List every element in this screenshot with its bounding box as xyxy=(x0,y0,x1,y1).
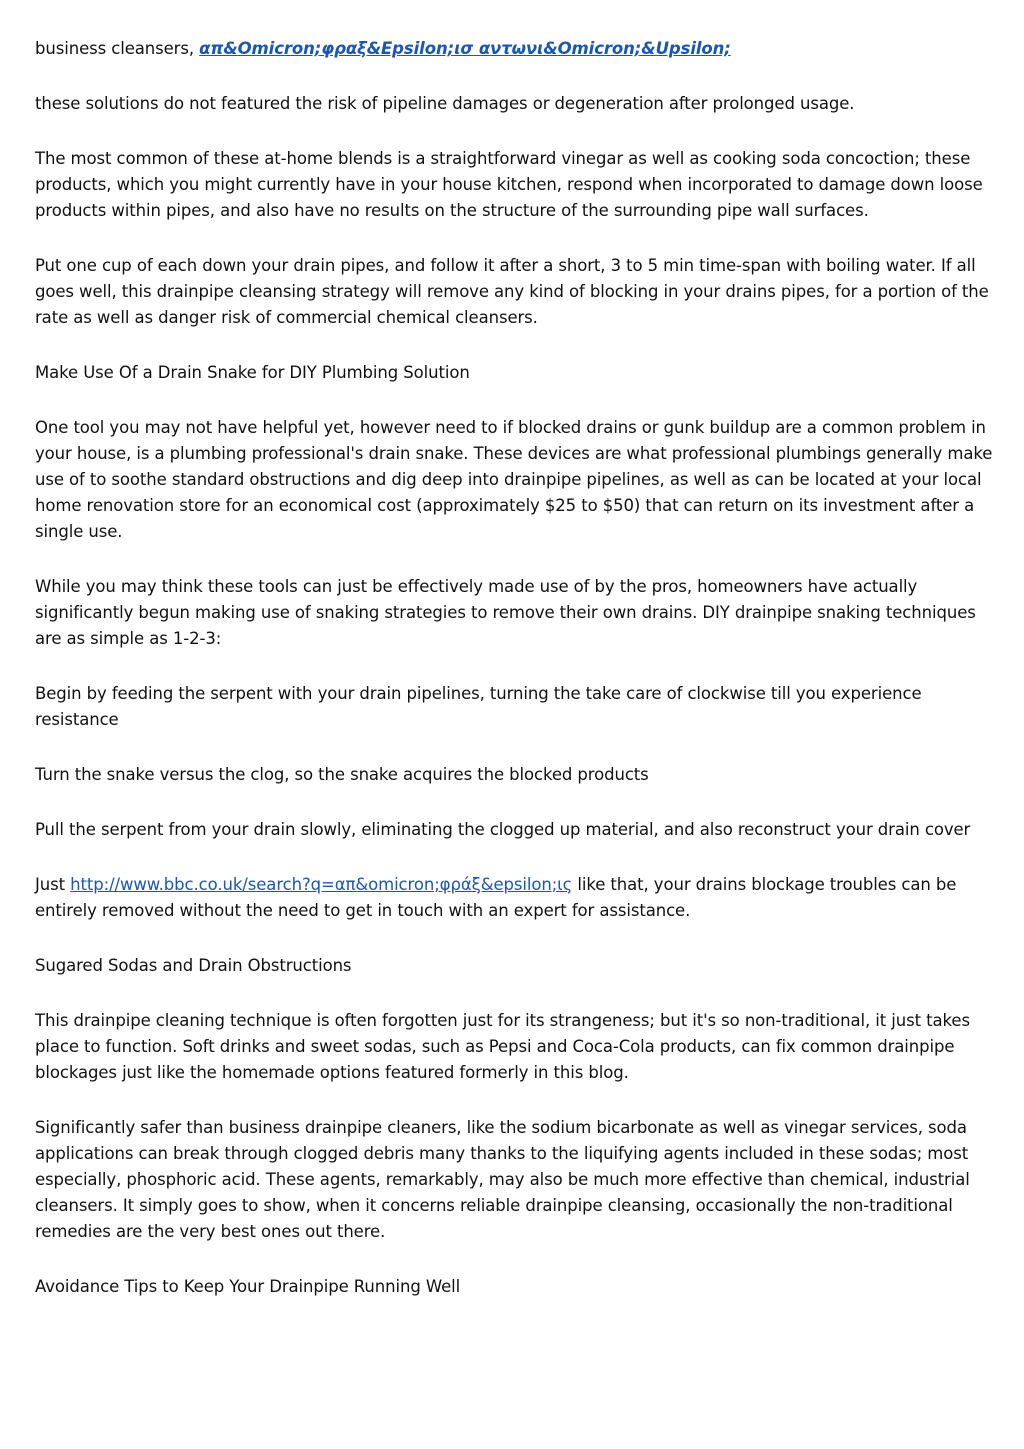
bbc-search-link[interactable]: http://www.bbc.co.uk/search?q=απ&omicron;φράξ&epsilon;ις xyxy=(70,875,573,894)
paragraph-2: these solutions do not featured the risk of pipeline damages or degeneration after prolonged usage. xyxy=(35,94,855,113)
step-3: Pull the serpent from your drain slowly, eliminating the clogged up material, and also reconstruct your drain cover xyxy=(35,820,971,839)
greek-keyword-link[interactable]: απ&Omicron;φραξ&Epsilon;ισ αντωνι&Omicron;&Upsilon; xyxy=(199,39,731,58)
step-2: Turn the snake versus the clog, so the snake acquires the blocked products xyxy=(35,765,649,784)
paragraph-11-before: Just xyxy=(35,875,71,894)
paragraph-3: The most common of these at-home blends is a straightforward vinegar as well as cooking soda concoction; these products, which you might currently have in your house kitchen, respond when incorporated to damage down loose products within pipes, and also have no results on the structure of the surrounding pipe wall surfaces. xyxy=(35,149,983,220)
paragraph-1-text: business cleansers, xyxy=(35,39,200,58)
paragraph-7: While you may think these tools can just be effectively made use of by the pros, homeowners have actually significantly begun making use of snaking strategies to remove their own drains. DIY drainpipe snaking techniques are as simple as 1-2-3: xyxy=(35,577,976,648)
paragraph-11 xyxy=(35,872,995,924)
section-heading-drain-snake: Make Use Of a Drain Snake for DIY Plumbing Solution xyxy=(35,363,470,382)
document-page xyxy=(35,36,995,1329)
paragraph-4: Put one cup of each down your drain pipes, and follow it after a short, 3 to 5 min time-span with boiling water. If all goes well, this drainpipe cleansing strategy will remove any kind of blocking in your drains pipes, for a portion of the rate as well as danger risk of commercial chemical cleansers. xyxy=(35,256,989,327)
paragraph-6: One tool you may not have helpful yet, however need to if blocked drains or gunk buildup are a common problem in your house, is a plumbing professional's drain snake. These devices are what professional plumbings generally make use of to soothe standard obstructions and dig deep into drainpipe pipelines, as well as can be located at your local home renovation store for an economical cost (approximately $25 to $50) that can return on its investment after a single use. xyxy=(35,418,993,541)
section-heading-avoidance: Avoidance Tips to Keep Your Drainpipe Running Well xyxy=(35,1277,461,1296)
section-heading-sodas: Sugared Sodas and Drain Obstructions xyxy=(35,956,352,975)
paragraph-11-after: like that, your drains blockage troubles can be entirely removed without the need to get in touch with an expert for assistance. xyxy=(35,875,957,920)
paragraph-14: Significantly safer than business drainpipe cleaners, like the sodium bicarbonate as well as vinegar services, soda applications can break through clogged debris many thanks to the liquifying agents included in these sodas; most especially, phosphoric acid. These agents, remarkably, may also be much more effective than chemical, industrial cleansers. It simply goes to show, when it concerns reliable drainpipe cleansing, occasionally the non-traditional remedies are the very best ones out there. xyxy=(35,1118,970,1241)
paragraph-13: This drainpipe cleaning technique is often forgotten just for its strangeness; but it's so non-traditional, it just takes place to function. Soft drinks and sweet sodas, such as Pepsi and Coca-Cola products, can fix common drainpipe blockages just like the homemade options featured formerly in this blog. xyxy=(35,1011,970,1082)
paragraph-1 xyxy=(35,36,995,62)
step-1: Begin by feeding the serpent with your drain pipelines, turning the take care of clockwise till you experience resistance xyxy=(35,684,922,729)
